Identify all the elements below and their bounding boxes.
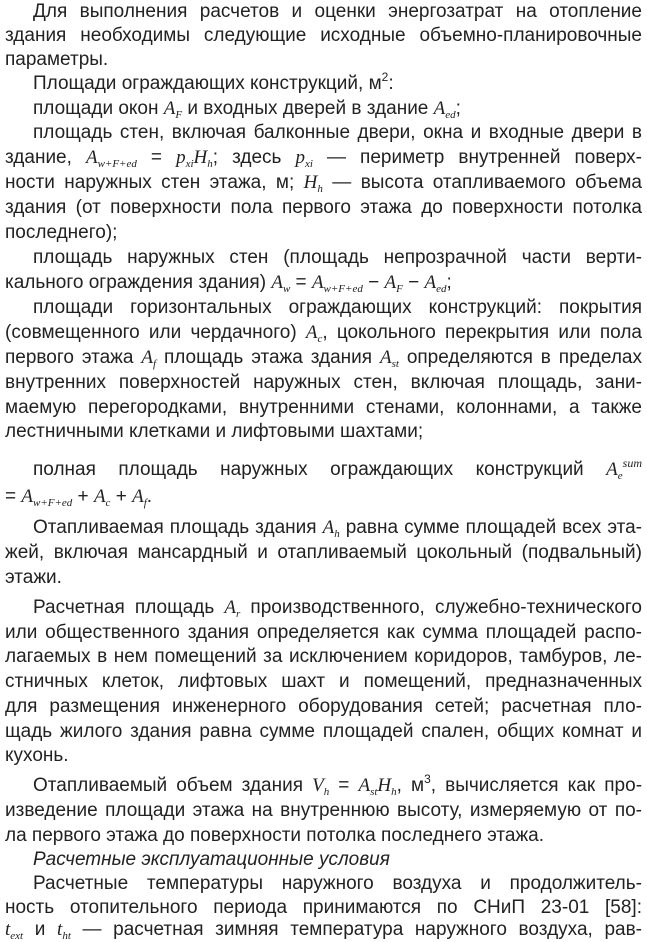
text-line: кухонь. (5, 745, 69, 766)
text-line: щадь жилого здания равна сумме площадей спален, общих комнат и (5, 721, 642, 742)
text-line: маемую перегородками, внутренними стенами, колоннами, а также (5, 397, 642, 418)
text-line: для размещения инженерного оборудования сетей; расчетная пло- (5, 696, 642, 717)
text-line: этажи. (5, 567, 62, 588)
text-line: Отапливаемый объем здания $V_h = A_{st}H_h$, $м^3$, вычисляется как про- (33, 772, 643, 798)
text-line: Расчетная площадь $A_r$ производственного, служебно-технического (33, 597, 642, 620)
text-line: жей, включая мансардный и отапливаемый цокольный (подвальный) (5, 542, 642, 563)
text-line: Для выполнения расчетов и оценки энергозатрат на отопление (33, 1, 642, 22)
text-line: изведение площади этажа на внутреннюю высоту, измеряемую от по- (5, 800, 642, 821)
text-line: = $A_{w+F+ed} + A_c + A_f$. (5, 486, 153, 509)
text-line: площади окон $A_F$ и входных дверей в здание $A_{ed}$; (33, 98, 461, 121)
text-line: лагаемых в нем помещений за исключением коридоров, тамбуров, ле- (5, 646, 642, 667)
text-line: последнего); (5, 222, 118, 243)
text-line: площади горизонтальных ограждающих конструкций: покрытия (33, 297, 642, 318)
text-line: ность отопительного периода принимаются по СНиП 23-01 [58]: (5, 897, 642, 918)
text-line: кального ограждения здания) $A_w = A_{w+F+ed} - A_F - A_{ed}$; (5, 272, 452, 295)
text-line: параметры. (5, 49, 109, 70)
section-heading: Расчетные эксплуатационные условия (33, 849, 390, 870)
text-line: (совмещенного или чердачного) $A_c$, цокольного перекрытия или пола (5, 322, 642, 345)
text-line: здание, $A_{w+F+ed} = p_{xi}H_h$; здесь $p_{xi}$ — периметр внутренней поверх- (5, 147, 643, 170)
text-line: ности наружных стен этажа, м; $H_h$ — высота отапливаемого объема (5, 172, 642, 195)
text-line: площадь стен, включая балконные двери, окна и входные двери в (33, 122, 642, 143)
text-line: ла первого этажа до поверхности потолка последнего этажа. (5, 825, 545, 846)
text-line: $t_{ext}$ и $t_{ht}$ — расчетная зимняя температура наружного воздуха, рав- (5, 919, 642, 942)
text-line: полная площадь наружных ограждающих конструкций $A_e^{sum}$ (33, 456, 642, 482)
text-line: стничных клеток, лифтовых шахт и помещений, предназначенных (5, 671, 642, 692)
text-line: здания необходимы следующие исходные объемно-планировочные (5, 25, 642, 46)
text-line: внутренних поверхностей наружных стен, включая площадь, зани- (5, 372, 642, 393)
text-line: Площади ограждающих конструкций, $м^2$: (33, 70, 394, 94)
text-line: лестничными клетками и лифтовыми шахтами; (5, 421, 424, 442)
text-line: Отапливаемая площадь здания $A_h$ равна сумме площадей всех эта- (33, 517, 642, 540)
text-line: здания (от поверхности пола первого этажа до поверхности потолка (5, 197, 642, 218)
text-line: первого этажа $A_f$ площадь этажа здания $A_{st}$ определяются в пределах (5, 347, 642, 370)
text-line: Расчетные температуры наружного воздуха и продолжитель- (33, 873, 642, 894)
text-line: или общественного здания определяется как сумма площадей распо- (5, 622, 642, 643)
text-line: площадь наружных стен (площадь непрозрачной части верти- (33, 247, 642, 268)
